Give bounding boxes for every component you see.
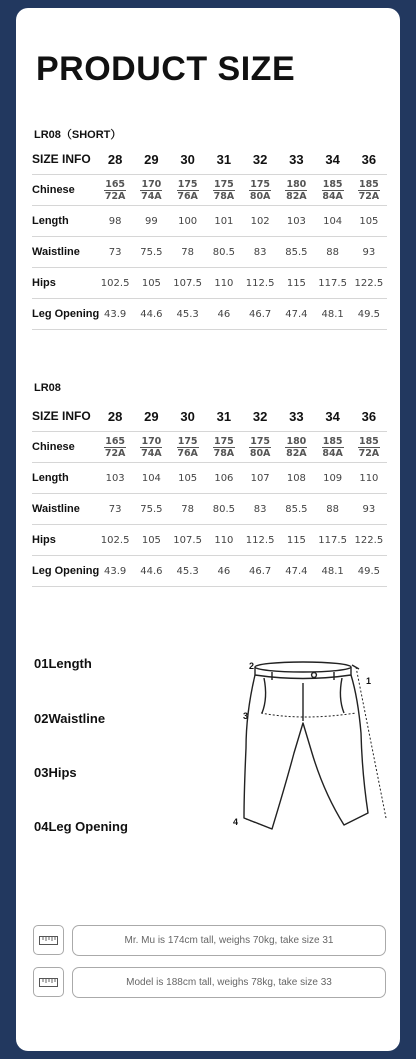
measurement-cell: 110 (206, 268, 242, 299)
size-table-body (32, 401, 387, 587)
waist-code: 74A (141, 190, 162, 202)
model-note-2: Model is 188cm tall, weighs 78kg, take size 33 (72, 967, 386, 998)
measurement-cell: 122.5 (351, 268, 387, 299)
marker-3: 3 (243, 711, 249, 721)
measurement-cell: 117.5 (315, 525, 351, 556)
table-label-short: LR08（SHORT） (34, 129, 122, 141)
measurement-cell: 48.1 (315, 299, 351, 330)
measurement-cell: 45.3 (170, 556, 206, 587)
chinese-size-fraction (140, 436, 162, 459)
measurement-cell: 102 (242, 206, 278, 237)
chinese-size-cell (206, 175, 242, 206)
height-value: 165 (105, 435, 126, 447)
measurement-cell: 110 (351, 463, 387, 494)
page-title: PRODUCT SIZE (36, 50, 296, 88)
height-value: 175 (250, 435, 271, 447)
measurement-cell: 108 (278, 463, 314, 494)
size-header-cell: 30 (170, 401, 206, 432)
height-value: 175 (213, 178, 234, 190)
chinese-size-cell (242, 432, 278, 463)
measurement-cell: 49.5 (351, 556, 387, 587)
height-value: 180 (286, 178, 307, 190)
height-value: 175 (177, 435, 198, 447)
ruler-icon (33, 925, 64, 955)
height-value: 170 (141, 178, 162, 190)
height-value: 185 (322, 435, 343, 447)
measurement-cell: 83 (242, 237, 278, 268)
measurement-cell: 103 (278, 206, 314, 237)
size-header-cell: 30 (170, 144, 206, 175)
waist-code: 84A (322, 190, 343, 202)
height-value: 185 (358, 435, 379, 447)
table-label-regular: LR08 (34, 382, 61, 394)
chinese-size-fraction (104, 436, 126, 459)
measurement-cell: 104 (315, 206, 351, 237)
measurement-cell: 110 (206, 525, 242, 556)
measurement-cell: 112.5 (242, 525, 278, 556)
chinese-size-cell (315, 175, 351, 206)
legend-length: 01Length (34, 656, 92, 671)
chinese-size-fraction (322, 179, 344, 202)
chinese-size-cell (206, 432, 242, 463)
waist-code: 76A (177, 447, 198, 459)
measurement-cell: 117.5 (315, 268, 351, 299)
waist-code: 76A (177, 190, 198, 202)
measurement-cell: 46 (206, 556, 242, 587)
chinese-size-fraction (177, 436, 199, 459)
height-value: 165 (105, 178, 126, 190)
chinese-size-cell (170, 432, 206, 463)
marker-1: 1 (366, 676, 372, 686)
row-label: Leg Opening (32, 299, 97, 330)
measurement-cell: 122.5 (351, 525, 387, 556)
row-label: Chinese (32, 432, 97, 463)
size-header-cell: 31 (206, 144, 242, 175)
waist-code: 74A (141, 447, 162, 459)
measurement-cell: 115 (278, 525, 314, 556)
row-label: Length (32, 463, 97, 494)
measurement-cell: 75.5 (133, 494, 169, 525)
length-row (32, 206, 387, 237)
measurement-cell: 98 (97, 206, 133, 237)
chinese-size-cell (315, 432, 351, 463)
leg-opening-row (32, 299, 387, 330)
size-header-cell: 36 (351, 401, 387, 432)
measurement-cell: 47.4 (278, 299, 314, 330)
measurement-cell: 102.5 (97, 268, 133, 299)
chinese-size-cell (170, 175, 206, 206)
size-header-cell: 32 (242, 401, 278, 432)
size-header-cell: 28 (97, 401, 133, 432)
height-value: 175 (250, 178, 271, 190)
height-value: 175 (177, 178, 198, 190)
height-value: 175 (213, 435, 234, 447)
size-header-cell: 32 (242, 144, 278, 175)
size-table-short (32, 144, 387, 330)
legend-waistline: 02Waistline (34, 711, 106, 726)
chinese-size-cell (278, 432, 314, 463)
size-header-cell: 29 (133, 401, 169, 432)
waist-code: 78A (213, 447, 235, 459)
chinese-size-fraction (140, 179, 162, 202)
size-table-regular (32, 401, 387, 587)
measurement-cell: 106 (206, 463, 242, 494)
chinese-size-cell (278, 175, 314, 206)
chinese-size-cell (133, 432, 169, 463)
waist-code: 82A (286, 447, 307, 459)
length-row (32, 463, 387, 494)
chinese-size-row (32, 175, 387, 206)
waist-code: 72A (358, 190, 380, 202)
row-label: Waistline (32, 494, 97, 525)
leg-opening-row (32, 556, 387, 587)
waist-code: 80A (249, 190, 271, 202)
waist-code: 80A (249, 447, 271, 459)
measurement-cell: 101 (206, 206, 242, 237)
measurement-cell: 43.9 (97, 299, 133, 330)
legend-hips: 03Hips (34, 765, 77, 780)
size-header-row (32, 401, 387, 432)
waistline-row (32, 494, 387, 525)
chinese-size-cell (351, 175, 387, 206)
measurement-cell: 105 (351, 206, 387, 237)
measurement-cell: 105 (170, 463, 206, 494)
row-label: Chinese (32, 175, 97, 206)
measurement-cell: 45.3 (170, 299, 206, 330)
measurement-cell: 73 (97, 494, 133, 525)
hips-row (32, 268, 387, 299)
measurement-cell: 75.5 (133, 237, 169, 268)
measurement-cell: 80.5 (206, 494, 242, 525)
measurement-cell: 107 (242, 463, 278, 494)
row-label: SIZE INFO (32, 401, 97, 432)
measurement-cell: 49.5 (351, 299, 387, 330)
waist-code: 84A (322, 447, 343, 459)
measurement-cell: 105 (133, 525, 169, 556)
waistline-row (32, 237, 387, 268)
measurement-cell: 99 (133, 206, 169, 237)
height-value: 170 (141, 435, 162, 447)
legend-leg-opening: 04Leg Opening (34, 819, 128, 834)
pants-measurement-diagram (216, 653, 388, 843)
measurement-cell: 73 (97, 237, 133, 268)
waist-code: 82A (286, 190, 307, 202)
measurement-cell: 44.6 (133, 556, 169, 587)
measurement-cell: 107.5 (170, 268, 206, 299)
chinese-size-fraction (285, 179, 307, 202)
chinese-size-fraction (322, 436, 344, 459)
size-card (16, 8, 400, 1051)
size-table-body (32, 144, 387, 330)
measurement-cell: 112.5 (242, 268, 278, 299)
measurement-cell: 46.7 (242, 556, 278, 587)
row-label: Waistline (32, 237, 97, 268)
size-header-cell: 28 (97, 144, 133, 175)
waist-code: 72A (104, 447, 126, 459)
row-label: Leg Opening (32, 556, 97, 587)
size-header-row (32, 144, 387, 175)
chinese-size-fraction (285, 436, 307, 459)
size-header-cell: 33 (278, 144, 314, 175)
height-value: 185 (358, 178, 379, 190)
row-label: Hips (32, 268, 97, 299)
hips-row (32, 525, 387, 556)
measurement-cell: 48.1 (315, 556, 351, 587)
measurement-cell: 107.5 (170, 525, 206, 556)
waist-code: 72A (104, 190, 126, 202)
measurement-cell: 100 (170, 206, 206, 237)
chinese-size-cell (97, 175, 133, 206)
size-header-cell: 29 (133, 144, 169, 175)
measurement-cell: 46 (206, 299, 242, 330)
measurement-cell: 103 (97, 463, 133, 494)
chinese-size-fraction (213, 436, 235, 459)
chinese-size-row (32, 432, 387, 463)
chinese-size-cell (351, 432, 387, 463)
measurement-cell: 85.5 (278, 237, 314, 268)
measurement-cell: 105 (133, 268, 169, 299)
marker-4: 4 (233, 817, 239, 827)
waist-code: 78A (213, 190, 235, 202)
chinese-size-fraction (177, 179, 199, 202)
measurement-cell: 93 (351, 494, 387, 525)
size-header-cell: 33 (278, 401, 314, 432)
measurement-cell: 78 (170, 237, 206, 268)
chinese-size-fraction (249, 179, 271, 202)
chinese-size-fraction (358, 179, 380, 202)
chinese-size-fraction (213, 179, 235, 202)
chinese-size-fraction (358, 436, 380, 459)
measurement-cell: 109 (315, 463, 351, 494)
waist-code: 72A (358, 447, 380, 459)
measurement-cell: 78 (170, 494, 206, 525)
measurement-cell: 104 (133, 463, 169, 494)
measurement-cell: 102.5 (97, 525, 133, 556)
row-label: Length (32, 206, 97, 237)
measurement-cell: 83 (242, 494, 278, 525)
height-value: 180 (286, 435, 307, 447)
size-header-cell: 31 (206, 401, 242, 432)
measurement-cell: 80.5 (206, 237, 242, 268)
measurement-cell: 46.7 (242, 299, 278, 330)
row-label: SIZE INFO (32, 144, 97, 175)
marker-2: 2 (249, 661, 255, 671)
chinese-size-cell (97, 432, 133, 463)
measurement-cell: 93 (351, 237, 387, 268)
chinese-size-cell (133, 175, 169, 206)
row-label: Hips (32, 525, 97, 556)
chinese-size-cell (242, 175, 278, 206)
height-value: 185 (322, 178, 343, 190)
measurement-cell: 44.6 (133, 299, 169, 330)
measurement-cell: 43.9 (97, 556, 133, 587)
measurement-cell: 88 (315, 494, 351, 525)
size-header-cell: 34 (315, 144, 351, 175)
chinese-size-fraction (104, 179, 126, 202)
measurement-cell: 47.4 (278, 556, 314, 587)
size-header-cell: 36 (351, 144, 387, 175)
measurement-cell: 88 (315, 237, 351, 268)
ruler-icon (33, 967, 64, 997)
model-note-1: Mr. Mu is 174cm tall, weighs 70kg, take size 31 (72, 925, 386, 956)
measurement-cell: 115 (278, 268, 314, 299)
chinese-size-fraction (249, 436, 271, 459)
measurement-cell: 85.5 (278, 494, 314, 525)
size-header-cell: 34 (315, 401, 351, 432)
